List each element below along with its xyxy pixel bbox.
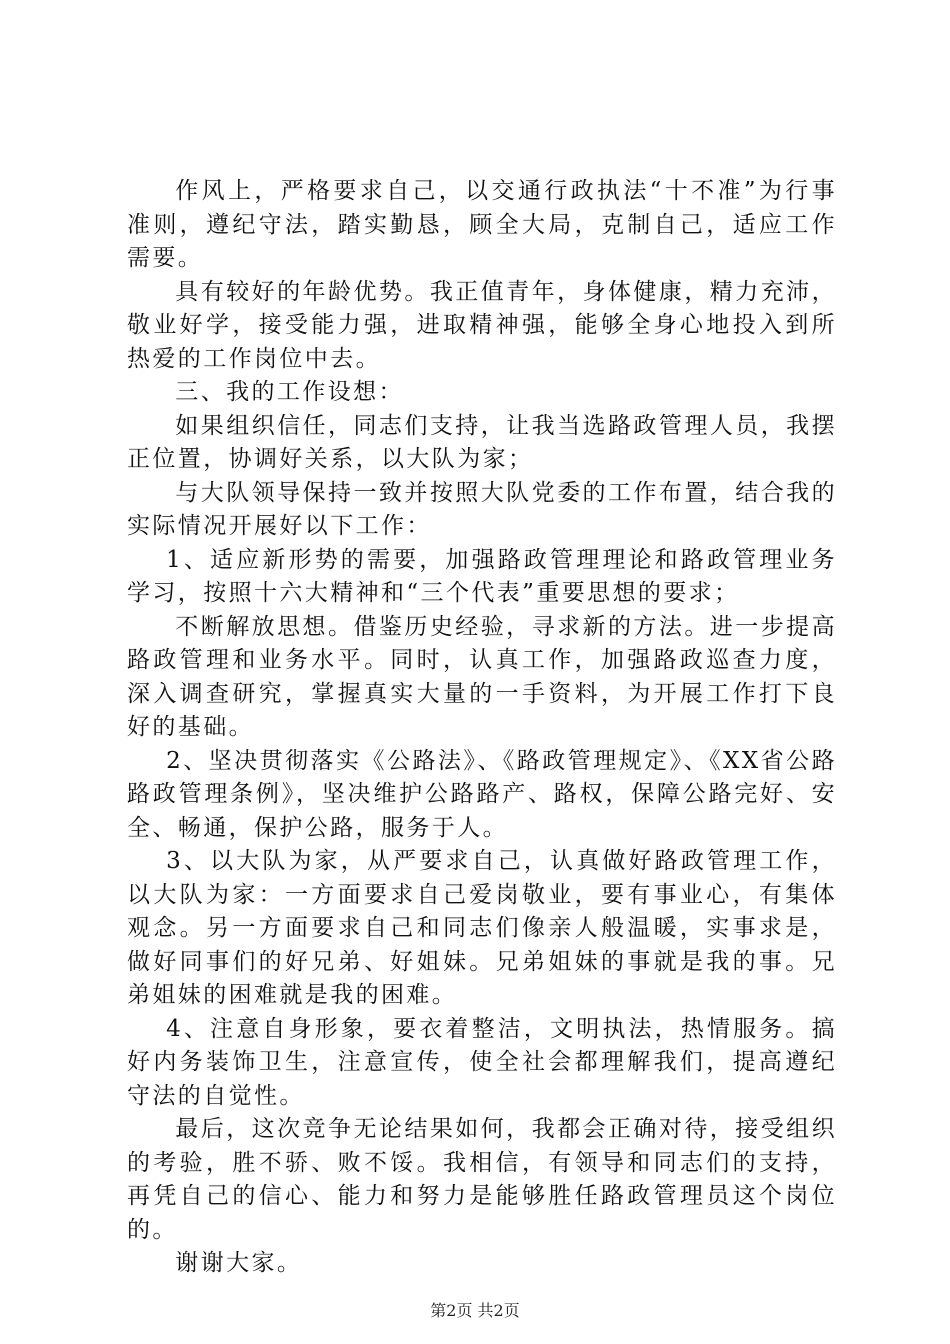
- paragraph-emancipate-mind: 不断解放思想。借鉴历史经验，寻求新的方法。进一步提高路政管理和业务水平。同时，认真工作，加强路政巡查力度，深入调查研究，掌握真实大量的一手资料，为开展工作打下良好的基础。: [127, 613, 837, 740]
- list-item-2: 2、坚决贯彻落实《公路法》、《路政管理规定》、《XX省公路路政管理条例》，坚决维护公路路产、路权，保障公路完好、安全、畅通，保护公路，服务于人。: [127, 747, 837, 841]
- list-item-4: 4、注意自身形象，要衣着整洁，文明执法，热情服务。搞好内务装饰卫生，注意宣传，使全社会都理解我们，提高遵纪守法的自觉性。: [127, 1015, 837, 1109]
- paragraph-thanks: 谢谢大家。: [175, 1250, 303, 1276]
- list-item-3: 3、以大队为家，从严要求自己，认真做好路政管理工作，以大队为家：一方面要求自己爱岗敬业，要有事业心，有集体观念。另一方面要求自己和同志们像亲人般温暖，实事求是，做好同事们的好兄弟、好姐妹。兄弟姐妹的事就是我的事。兄弟姐妹的困难就是我的困难。: [127, 848, 837, 1008]
- paragraph-leadership-alignment: 与大队领导保持一致并按照大队党委的工作布置，结合我的实际情况开展好以下工作：: [127, 479, 837, 539]
- paragraph-if-elected: 如果组织信任，同志们支持，让我当选路政管理人员，我摆正位置，协调好关系，以大队为家；: [127, 412, 837, 472]
- paragraph-conclusion: 最后，这次竞争无论结果如何，我都会正确对待，接受组织的考验，胜不骄、败不馁。我相信，有领导和同志们的支持，再凭自己的信心、能力和努力是能够胜任路政管理员这个岗位的。: [127, 1116, 837, 1243]
- paragraph-work-style: 作风上，严格要求自己，以交通行政执法“十不准”为行事准则，遵纪守法，踏实勤恳，顾全大局，克制自己，适应工作需要。: [127, 178, 837, 271]
- paragraph-age-advantage: 具有较好的年龄优势。我正值青年，身体健康，精力充沛，敬业好学，接受能力强，进取精神强，能够全身心地投入到所热爱的工作岗位中去。: [127, 278, 837, 372]
- document-body: [127, 175, 837, 1281]
- page-number-footer: 第2页 共2页: [430, 1301, 520, 1320]
- section-heading-work-plan: 三、我的工作设想：: [175, 379, 404, 405]
- list-item-1: 1、适应新形势的需要，加强路政管理理论和路政管理业务学习，按照十六大精神和“三个代表”重要思想的要求；: [127, 546, 837, 606]
